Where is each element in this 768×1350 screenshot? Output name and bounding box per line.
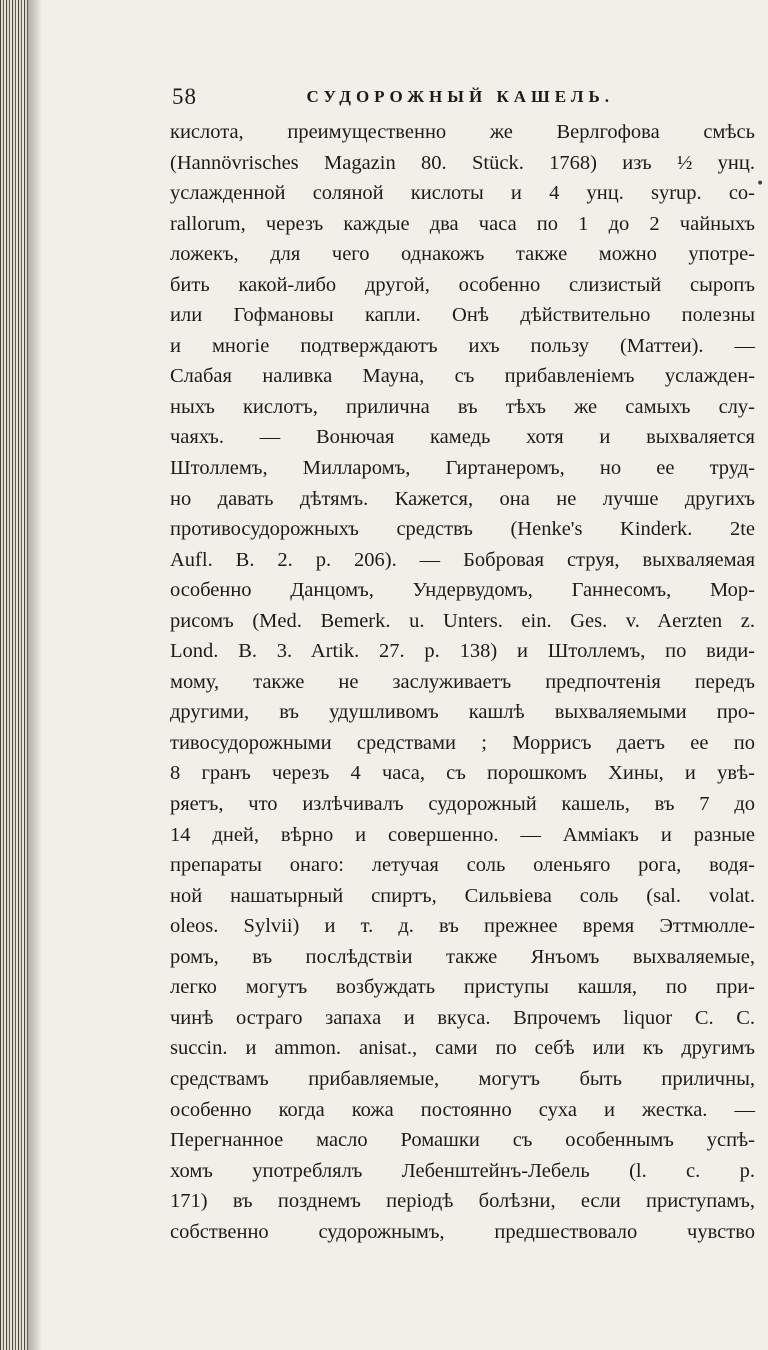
running-head: СУДОРОЖНЫЙ КАШЕЛЬ. bbox=[306, 87, 614, 106]
text-line: особенно Данцомъ, Ундервудомъ, Ганнесомъ, Мор- bbox=[170, 579, 755, 602]
text-line: Слабая наливка Мауна, съ прибавленіемъ услажден- bbox=[170, 365, 755, 388]
text-line: rallorum, черезъ каждые два часа по 1 до 2 чайныхъ bbox=[170, 212, 755, 235]
text-line: или Гофмановы капли. Онѣ дѣйствительно полезны bbox=[170, 304, 755, 327]
text-line: бить какой-либо другой, особенно слизистый сыропъ bbox=[170, 273, 755, 296]
text-line: хомъ употреблялъ Лебенштейнъ-Лебель (l. c. p. bbox=[170, 1159, 755, 1182]
text-line: особенно когда кожа постоянно суха и жестка. — bbox=[170, 1098, 755, 1121]
text-line: oleos. Sylvii) и т. д. въ прежнее время Эттмюлле- bbox=[170, 915, 755, 938]
page-header bbox=[172, 84, 614, 118]
text-line: Перегнанное масло Ромашки съ особеннымъ успѣ- bbox=[170, 1129, 755, 1152]
text-line: препараты онаго: летучая соль оленьяго рога, водя- bbox=[170, 854, 755, 877]
text-line: но давать дѣтямъ. Кажется, она не лучше другихъ bbox=[170, 487, 755, 510]
text-line: ной нашатырный спиртъ, Сильвіева соль (sal. volat. bbox=[170, 884, 755, 907]
text-line: 171) въ позднемъ періодѣ болѣзни, если приступамъ, bbox=[170, 1190, 755, 1213]
text-line: легко могутъ возбуждать приступы кашля, по при- bbox=[170, 976, 755, 999]
text-line: ныхъ кислотъ, прилична въ тѣхъ же самыхъ слу- bbox=[170, 395, 755, 418]
text-line: succin. и ammon. anisat., сами по себѣ или къ другимъ bbox=[170, 1037, 755, 1060]
page-number: 58 bbox=[172, 84, 197, 109]
text-line: услажденной соляной кислоты и 4 унц. syrup. co- bbox=[170, 182, 755, 205]
text-line: собственно судорожнымъ, предшествовало чувство bbox=[170, 1220, 755, 1243]
gutter-shadow bbox=[28, 0, 42, 1350]
text-line: кислота, преимущественно же Верлгофова смѣсь bbox=[170, 121, 755, 143]
text-line: рисомъ (Med. Bemerk. u. Unters. ein. Ges. v. Aerzten z. bbox=[170, 609, 755, 632]
text-line: ромъ, въ послѣдствіи также Янъомъ выхваляемые, bbox=[170, 945, 755, 968]
text-line: мому, также не заслуживаетъ предпочтенія передъ bbox=[170, 670, 755, 693]
text-line: Штоллемъ, Милларомъ, Гиртанеромъ, но ее труд- bbox=[170, 457, 755, 480]
body-text bbox=[170, 117, 755, 1247]
text-line: и многіе подтверждаютъ ихъ пользу (Маттеи). — bbox=[170, 334, 755, 357]
text-line: 14 дней, вѣрно и совершенно. — Амміакъ и разные bbox=[170, 823, 755, 846]
text-line: чинѣ остраго запаха и вкуса. Впрочемъ liquor C. C. bbox=[170, 1006, 755, 1029]
text-line: (Hannövrisches Magazin 80. Stück. 1768) изъ ½ унц. bbox=[170, 151, 755, 174]
text-line: 8 гранъ черезъ 4 часа, съ порошкомъ Хины, и увѣ- bbox=[170, 762, 755, 785]
text-line: другими, въ удушливомъ кашлѣ выхваляемыми про- bbox=[170, 701, 755, 724]
text-line: ряетъ, что излѣчивалъ судорожный кашель, въ 7 до bbox=[170, 793, 755, 816]
text-line: ложекъ, для чего однакожъ также можно употре- bbox=[170, 243, 755, 266]
text-line: чаяхъ. — Вонючая камедь хотя и выхваляется bbox=[170, 426, 755, 449]
text-line: тивосудорожными средствами ; Моррисъ даетъ ее по bbox=[170, 731, 755, 754]
text-line: противосудорожныхъ средствъ (Henke's Kinderk. 2te bbox=[170, 518, 755, 541]
book-binding-edge bbox=[0, 0, 28, 1350]
text-line: средствамъ прибавляемые, могутъ быть приличны, bbox=[170, 1067, 755, 1090]
text-line: Aufl. B. 2. p. 206). — Бобровая струя, выхваляемая bbox=[170, 548, 755, 571]
margin-mark: • bbox=[756, 176, 765, 192]
text-line: Lond. B. 3. Artik. 27. p. 138) и Штоллемъ, по види- bbox=[170, 640, 755, 663]
